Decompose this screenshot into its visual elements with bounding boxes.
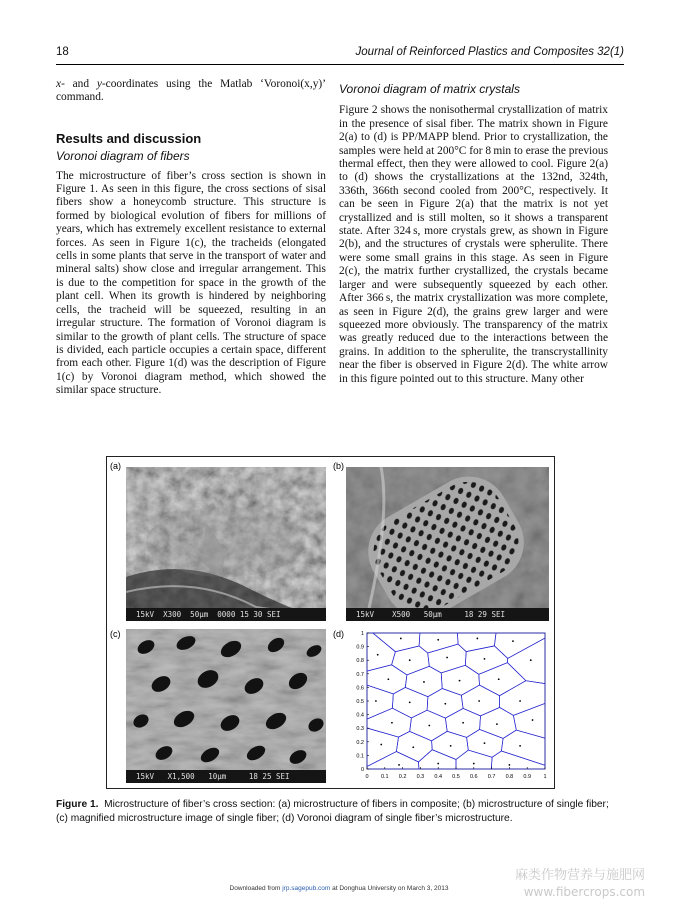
voronoi-site xyxy=(498,678,500,680)
watermark-line1: 麻类作物营养与施肥网 xyxy=(515,868,646,883)
voronoi-site xyxy=(387,678,389,680)
voronoi-site xyxy=(437,763,439,765)
voronoi-site xyxy=(444,703,446,705)
journal-title: Journal of Reinforced Plastics and Composites 32(1) xyxy=(355,46,624,58)
voronoi-site xyxy=(509,764,511,766)
x-tick-label: 0.6 xyxy=(469,774,478,780)
voronoi-site xyxy=(519,745,521,747)
voronoi-site xyxy=(459,680,461,682)
intro-text: x- and y-coordinates using the Matlab ‘Voronoi(x,y)’ command. xyxy=(56,78,326,104)
x-tick-label: 0.7 xyxy=(487,774,496,780)
figure-caption xyxy=(56,798,616,826)
voronoi-site xyxy=(519,700,521,702)
caption-label: Figure 1. xyxy=(56,799,99,810)
running-header xyxy=(56,46,624,62)
download-footer: Downloaded from jrp.sagepub.com at Donghua University on March 3, 2013 xyxy=(229,885,449,892)
y-tick-label: 0.9 xyxy=(356,644,364,651)
voronoi-site xyxy=(530,659,532,661)
x-tick-label: 0.3 xyxy=(416,774,425,780)
voronoi-site xyxy=(398,764,400,766)
voronoi-site xyxy=(412,746,414,748)
sem-image-a xyxy=(126,467,326,621)
x-tick-label: 0.4 xyxy=(434,774,443,780)
x-tick-label: 0 xyxy=(365,774,369,780)
voronoi-site xyxy=(391,722,393,724)
sem-image-b xyxy=(346,467,549,621)
body-paragraph: Figure 2 shows the nonisothermal crystallization of matrix in the presence of sisal fiber. The matrix shown in Figure 2(a) to (d) is PP/MAPP blend. Prior to crystallization, the samples were held at 200°C for 8 min to erase the previous thermal effect, then they were allowed to cool. Figure 2(a) to (d) shows the crystallizations at the 132nd, 324th, 336th, 366th second cooled from 200°C, respectively. It can be seen in Figure 2(a) that the matrix is not yet crystallized and is still molten, so it shows a transparent state. After 324 s, more crystals grew, as shown in Figure 2(b), and the structures of crystals were spherulite. There were some small grains in this stage. As seen in Figure 2(c), the matrix further crystallized, the crystals became larger and were subsequently squeezed by each other. After 366 s, the matrix crystallization was more complete, as seen in Figure 2(d), the grains grew larger and were squeezed more obviously. The transparency of the matrix was greatly reduced due to the interactions between the grains. In addition to the spherulite, the transcrystallinity near the fiber is observed in Figure 2(d). The white arrow in this figure pointed out to this structure. Many other xyxy=(339,104,608,385)
site-watermark xyxy=(515,868,645,900)
voronoi-site xyxy=(473,763,475,765)
subsection-heading-fibers: Voronoi diagram of fibers xyxy=(56,149,190,164)
voronoi-site xyxy=(496,723,498,725)
caption-text: Microstructure of fiber’s cross section: (a) microstructure of fibers in composite; (b) microstructure of single fiber; (c) magnified microstructure image of single fiber; (d) Voronoi diagram of single fiber’s microstructure. xyxy=(56,799,609,824)
watermark-line2: www.fibercrops.com xyxy=(523,885,646,899)
voronoi-site xyxy=(409,659,411,661)
voronoi-site xyxy=(409,701,411,703)
left-column xyxy=(56,78,326,398)
x-tick-label: 0.9 xyxy=(523,774,532,780)
sem-image-c xyxy=(126,629,326,783)
y-tick-label: 0 xyxy=(360,767,364,773)
page-number: 18 xyxy=(56,46,69,58)
panel-label-a: (a) xyxy=(110,461,121,471)
scale-bar-b: 15kV X500 50µm 18 29 SEI xyxy=(346,608,549,621)
voronoi-site xyxy=(484,742,486,744)
x-tick-label: 1 xyxy=(543,774,547,780)
subsection-heading-matrix: Voronoi diagram of matrix crystals xyxy=(339,82,520,96)
voronoi-site xyxy=(446,657,448,659)
voronoi-site xyxy=(377,654,379,656)
y-tick-label: 0.8 xyxy=(356,658,364,665)
y-tick-label: 1 xyxy=(360,631,364,637)
x-tick-label: 0.5 xyxy=(452,774,460,780)
scale-bar-c: 15kV X1,500 10µm 18 25 SEI xyxy=(126,770,326,783)
y-tick-label: 0.4 xyxy=(356,712,364,719)
voronoi-site xyxy=(462,722,464,724)
voronoi-site xyxy=(484,658,486,660)
right-column xyxy=(339,78,608,386)
voronoi-site xyxy=(437,639,439,641)
voronoi-site xyxy=(532,719,534,721)
plot-frame xyxy=(367,633,545,769)
section-heading: Results and discussion xyxy=(56,130,202,146)
panel-label-d: (d) xyxy=(333,629,344,639)
y-tick-label: 0.2 xyxy=(356,739,364,746)
footer-link[interactable]: jrp.sagepub.com xyxy=(282,885,331,892)
panel-label-b: (b) xyxy=(333,461,344,471)
voronoi-chart xyxy=(337,629,551,787)
y-tick-label: 0.6 xyxy=(356,685,364,692)
voronoi-site xyxy=(512,640,514,642)
voronoi-site xyxy=(375,700,377,702)
body-paragraph: The microstructure of fiber’s cross section is shown in Figure 1. As seen in this figure, the cross sections of sisal fibers show a honeycomb structure. This structure is formed by biological evolution of fibers for millions of years, which has extremely excellent resistance to external forces. As seen in Figure 1(c), the tracheids (elongated cells in some plants that serve in the transport of water and mineral salts) show close and irregular arrangement. This is due to the competition for space in the growth of the plant cell. When its growth is hindered by neighboring cells, the tracheid will be squeezed, resulting in an irregular structure. The formation of Voronoi diagram is similar to the growth of plant cells. The structure of space is divided, each particle occupies a certain space, different from each other. Figure 1(d) was the description of Figure 1(c) by Voronoi diagram method, which showed the similar space structure. xyxy=(56,169,326,397)
x-tick-label: 0.8 xyxy=(505,774,514,780)
y-tick-label: 0.3 xyxy=(356,726,364,733)
y-tick-label: 0.5 xyxy=(356,699,364,705)
voronoi-plot xyxy=(337,629,551,787)
y-tick-label: 0.7 xyxy=(356,671,364,678)
scale-bar-a: 15kV X300 50µm 0000 15 30 SEI xyxy=(126,608,326,621)
y-tick-label: 0.1 xyxy=(356,753,364,760)
x-tick-label: 0.2 xyxy=(398,774,407,780)
voronoi-site xyxy=(380,744,382,746)
voronoi-site xyxy=(400,638,402,640)
voronoi-site xyxy=(423,681,425,683)
header-rule xyxy=(56,64,624,65)
figure-1 xyxy=(106,456,555,789)
voronoi-site xyxy=(428,725,430,727)
x-tick-label: 0.1 xyxy=(380,774,389,780)
panel-label-c: (c) xyxy=(110,629,121,639)
voronoi-site xyxy=(450,745,452,747)
voronoi-site xyxy=(478,700,480,702)
voronoi-site xyxy=(476,638,478,640)
